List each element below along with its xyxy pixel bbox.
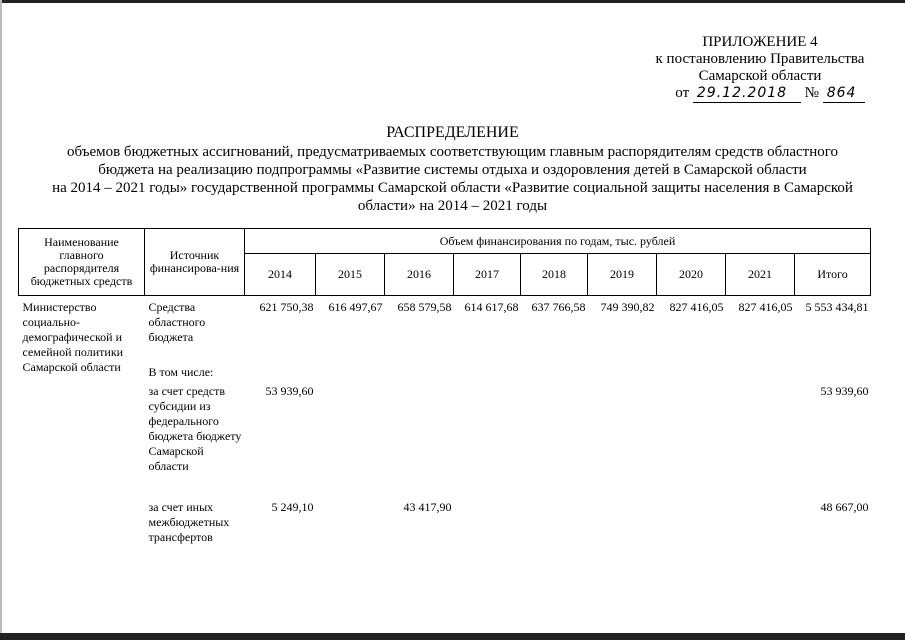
total-cell: 53 939,60	[820, 384, 869, 398]
header-year: 2017	[454, 254, 521, 296]
heading-line: бюджета на реализацию подпрограммы «Развитие системы отдыха и оздоровления детей в Самарской области	[98, 162, 807, 178]
value-cell: 827 416,05	[738, 300, 793, 314]
header-source: Источник финансирова-ния	[145, 229, 245, 296]
value-cell	[588, 496, 657, 556]
source-note: В том числе:	[148, 365, 214, 379]
value-cell: 5 249,10	[271, 500, 314, 514]
value-cell: 658 579,58	[397, 300, 452, 314]
value-cell: 616 497,67	[328, 300, 383, 314]
value-cell	[385, 380, 454, 496]
date-prefix: от	[675, 85, 690, 101]
header-group: Объем финансирования по годам, тыс. рублей	[245, 229, 871, 254]
heading-title: РАСПРЕДЕЛЕНИЕ	[386, 124, 519, 141]
value-cell	[588, 380, 657, 496]
org-name	[19, 496, 145, 556]
appendix-block	[600, 34, 905, 103]
header-year: 2018	[521, 254, 588, 296]
value-cell	[521, 380, 588, 496]
header-year: 2016	[385, 254, 454, 296]
total-cell: 48 667,00	[820, 500, 869, 514]
header-year: 2020	[657, 254, 726, 296]
value-cell	[454, 496, 521, 556]
header-year: 2019	[588, 254, 657, 296]
table-row	[19, 296, 871, 381]
number-prefix: №	[804, 85, 819, 101]
total-cell: 5 553 434,81	[805, 300, 869, 314]
value-cell	[316, 496, 385, 556]
heading-line: на 2014 – 2021 годы» государственной программы Самарской области «Развитие социальной защиты населения в Самарской	[52, 180, 853, 196]
value-cell: 43 417,90	[403, 500, 452, 514]
header-org: Наименование главного распорядителя бюджетных средств	[19, 229, 145, 296]
bottom-border	[0, 633, 905, 640]
value-cell: 621 750,38	[259, 300, 314, 314]
appendix-line2: Самарской области	[698, 68, 822, 84]
header-total: Итого	[795, 254, 871, 296]
value-cell: 53 939,60	[265, 384, 314, 398]
value-cell	[521, 496, 588, 556]
heading-line: области» на 2014 – 2021 годы	[357, 198, 548, 214]
source-text: за счет средств субсидии из федерального бюджета бюджету Самарской области	[148, 384, 242, 473]
top-border	[0, 0, 905, 3]
header-year: 2014	[245, 254, 316, 296]
date-value: 29.12.2018	[693, 85, 801, 103]
appendix-line1: к постановлению Правительства	[655, 51, 865, 67]
org-name	[19, 380, 145, 496]
table-row	[19, 380, 871, 496]
header-year: 2021	[726, 254, 795, 296]
number-value: 864	[823, 85, 865, 103]
org-name: Министерство социально-демографической и семейной политики Самарской области	[22, 300, 124, 374]
value-cell	[454, 380, 521, 496]
left-edge	[0, 0, 2, 640]
value-cell	[726, 380, 795, 496]
value-cell: 749 390,82	[600, 300, 655, 314]
heading-line: объемов бюджетных ассигнований, предусматриваемых соответствующим главным распорядителям средств областного	[66, 144, 839, 160]
appendix-title: ПРИЛОЖЕНИЕ 4	[702, 34, 818, 50]
value-cell	[316, 380, 385, 496]
value-cell	[726, 496, 795, 556]
value-cell	[657, 380, 726, 496]
source-cell	[145, 296, 245, 381]
header-year: 2015	[316, 254, 385, 296]
value-cell	[657, 496, 726, 556]
financing-table	[18, 228, 871, 556]
source-text: за счет иных межбюджетных трансфертов	[148, 500, 230, 544]
appendix-date-line	[620, 85, 905, 103]
table-row	[19, 496, 871, 556]
source-text: Средства областного бюджета	[148, 300, 206, 344]
value-cell: 614 617,68	[464, 300, 519, 314]
value-cell: 637 766,58	[531, 300, 586, 314]
document-heading	[10, 124, 895, 215]
value-cell: 827 416,05	[669, 300, 724, 314]
